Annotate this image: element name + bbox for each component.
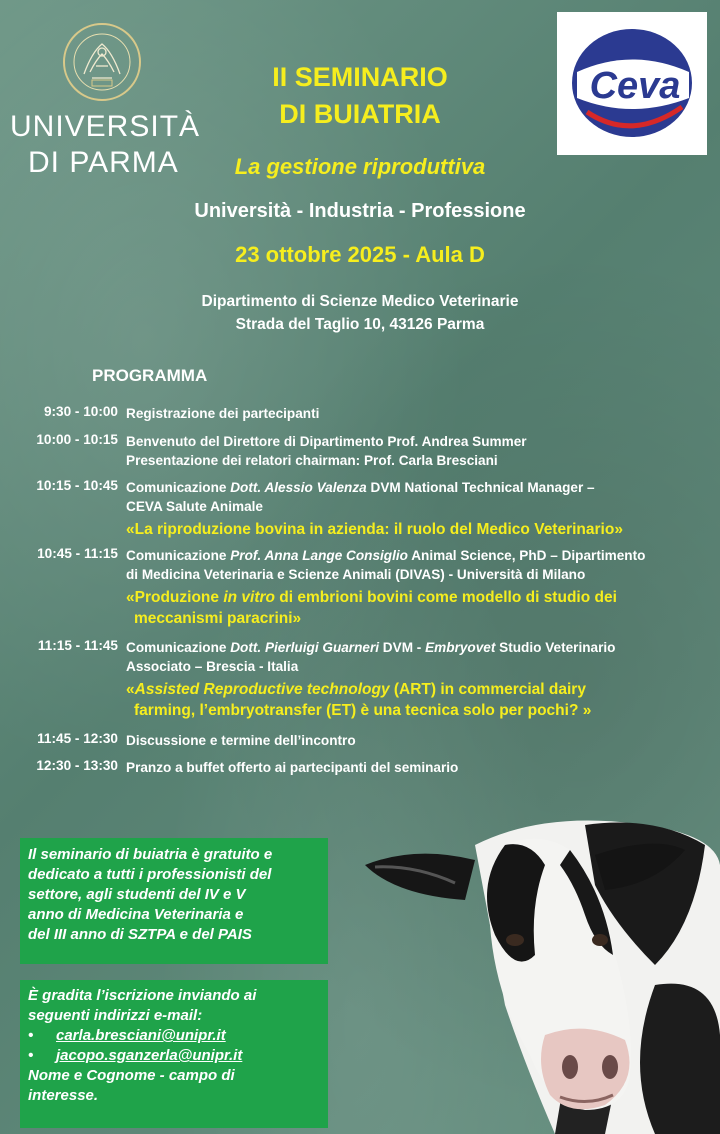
program-heading: PROGRAMMA xyxy=(92,366,208,385)
bullet-icon: • xyxy=(28,1047,34,1064)
subtitle: La gestione riproduttiva xyxy=(234,154,486,179)
program-desc: Benvenuto del Direttore di Dipartimento Prof. Andrea Summer xyxy=(126,434,527,449)
info-box xyxy=(20,838,328,964)
program-prefix: Comunicazione xyxy=(126,480,231,495)
speaker-role: Studio Veterinario xyxy=(495,640,616,655)
talk-title-part: « xyxy=(126,681,135,698)
info-line: settore, agli studenti del IV e V xyxy=(28,886,246,903)
registration-footer: interesse. xyxy=(28,1087,99,1104)
program-prefix: Comunicazione xyxy=(126,548,231,563)
department: Dipartimento di Scienze Medico Veterinarie xyxy=(201,293,519,310)
registration-box xyxy=(20,980,328,1128)
program-desc: Registrazione dei partecipanti xyxy=(126,406,320,421)
speaker-name: Dott. Pierluigi Guarneri xyxy=(230,640,380,655)
talk-title: «La riproduzione bovina in azienda: il ruolo del Medico Veterinario» xyxy=(126,521,623,538)
program-time: 9:30 - 10:00 xyxy=(43,404,118,419)
talk-title-italic: Assisted Reproductive technology xyxy=(134,681,390,698)
tagline: Università - Industria - Professione xyxy=(194,200,526,222)
address: Strada del Taglio 10, 43126 Parma xyxy=(235,316,485,333)
program-prefix: Comunicazione xyxy=(126,640,231,655)
info-line: anno di Medicina Veterinaria e xyxy=(28,906,244,923)
speaker-affiliation: Associato – Brescia - Italia xyxy=(126,659,299,674)
speaker-org: Embryovet xyxy=(425,640,496,655)
info-line: Il seminario di buiatria è gratuito e xyxy=(28,846,273,863)
program-time: 11:45 - 12:30 xyxy=(37,731,118,746)
registration-line: seguenti indirizzi e-mail: xyxy=(28,1007,203,1024)
cow-illustration xyxy=(355,805,720,1134)
university-name-line1: UNIVERSITÀ xyxy=(10,110,201,143)
email-link-sganzerla[interactable]: jacopo.sganzerla@unipr.it xyxy=(56,1047,243,1064)
speaker-degree: DVM - xyxy=(379,640,426,655)
university-seal-icon xyxy=(62,22,142,102)
talk-title-line2: meccanismi paracrini» xyxy=(134,610,302,627)
registration-line: È gradita l’iscrizione inviando ai xyxy=(28,987,257,1004)
university-name-line2: DI PARMA xyxy=(28,146,179,179)
program-desc: Discussione e termine dell’incontro xyxy=(126,733,356,748)
title-line2: DI BUIATRIA xyxy=(279,99,441,129)
program-time: 11:15 - 11:45 xyxy=(37,638,118,653)
email-link-bresciani[interactable]: carla.bresciani@unipr.it xyxy=(56,1027,226,1044)
talk-title-italic: in vitro xyxy=(223,589,275,606)
speaker-role: DVM National Technical Manager – xyxy=(366,480,595,495)
university-logo xyxy=(10,22,201,182)
info-line: dedicato a tutti i professionisti del xyxy=(28,866,272,883)
event-date: 23 ottobre 2025 - Aula D xyxy=(235,242,485,267)
program-time: 10:00 - 10:15 xyxy=(36,432,118,447)
talk-title-part: «Produzione xyxy=(126,589,224,606)
speaker-affiliation: CEVA Salute Animale xyxy=(126,499,263,514)
program-time: 10:15 - 10:45 xyxy=(36,478,118,493)
program-time: 12:30 - 13:30 xyxy=(36,758,118,773)
speaker-role: Animal Science, PhD – Dipartimento xyxy=(407,548,646,563)
talk-title-line2: farming, l’embryotransfer (ET) è una tecnica solo per pochi? » xyxy=(134,702,592,719)
speaker-name: Dott. Alessio Valenza xyxy=(230,480,367,495)
program-desc-line2: Presentazione dei relatori chairman: Prof. Carla Bresciani xyxy=(126,453,498,468)
talk-title-part: di embrioni bovini come modello di studio dei xyxy=(275,589,617,606)
ceva-logo-text: Ceva xyxy=(589,65,681,107)
bullet-icon: • xyxy=(28,1027,34,1044)
ceva-logo xyxy=(557,12,707,155)
speaker-affiliation: di Medicina Veterinaria e Scienze Animali (DIVAS) - Università di Milano xyxy=(126,567,586,582)
program-desc: Pranzo a buffet offerto ai partecipanti del seminario xyxy=(126,760,459,775)
info-line: del III anno di SZTPA e del PAIS xyxy=(28,926,252,943)
talk-title-part: (ART) in commercial dairy xyxy=(389,681,586,698)
program-time: 10:45 - 11:15 xyxy=(37,546,118,561)
title-line1: II SEMINARIO xyxy=(272,62,448,92)
speaker-name: Prof. Anna Lange Consiglio xyxy=(230,548,408,563)
registration-footer: Nome e Cognome - campo di xyxy=(28,1067,235,1084)
ceva-logo-icon xyxy=(557,12,707,155)
